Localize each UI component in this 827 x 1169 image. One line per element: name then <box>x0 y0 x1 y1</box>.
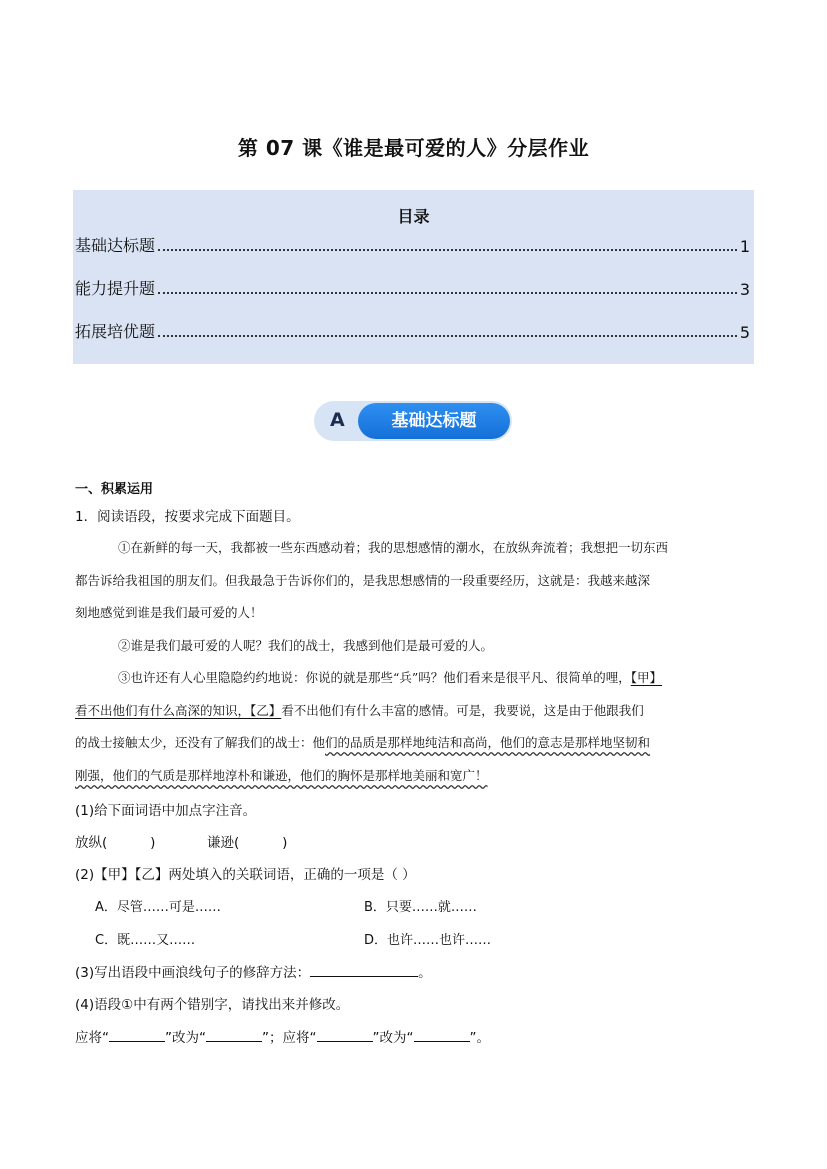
answer-blank[interactable] <box>317 1029 373 1042</box>
passage-line: ②谁是我们最可爱的人呢？我们的战士，我感到他们是最可爱的人。 <box>118 638 494 653</box>
passage-line: 都告诉给我祖国的朋友们。但我最急于告诉你们的，是我思想感情的一段重要经历，这就是：我越来越深 <box>75 573 651 588</box>
sub-question: (4)语段①中有两个错别字，请找出来并修改。 <box>75 997 350 1013</box>
option-c[interactable]: C．既……又…… <box>95 933 196 948</box>
blank-jia: 【甲】 <box>630 670 663 685</box>
wavy-underlined-sentence: 们的品质是那样地纯洁和高尚，他们的意志是那样地坚韧和 <box>325 735 651 750</box>
answer-blank[interactable] <box>109 1029 165 1042</box>
option-d[interactable]: D．也许……也许…… <box>364 933 492 948</box>
correction-blanks <box>75 1026 490 1046</box>
page-title: 第 07 课《谁是最可爱的人》分层作业 <box>237 136 590 160</box>
toc-heading: 目录 <box>397 207 430 226</box>
answer-blank[interactable] <box>206 1029 262 1042</box>
passage-text: 看不出他们有什么丰富的感情。可是，我要说，这是由于他跟我们 <box>281 703 644 718</box>
sub-question <box>75 961 432 981</box>
section-badge <box>314 401 512 441</box>
passage-line <box>118 668 662 686</box>
toc-entry-label: 能力提升题 <box>75 279 156 298</box>
toc-leader-dots <box>158 249 737 251</box>
answer-blank[interactable] <box>414 1029 470 1042</box>
question-prompt: 1．阅读语段，按要求完成下面题目。 <box>75 509 300 525</box>
toc-entry-page: 1 <box>739 237 750 256</box>
correction-text: 应将“ <box>75 1030 109 1046</box>
passage-text: 的战士接触太少，还没有了解我们的战士：他 <box>75 735 326 750</box>
option-b[interactable]: B．只要……就…… <box>364 900 477 915</box>
correction-text: ”；应将“ <box>262 1030 317 1046</box>
correction-text: ”。 <box>469 1030 490 1046</box>
sub-question: (2)【甲】【乙】两处填入的关联词语，正确的一项是（ ） <box>75 867 416 883</box>
passage-line <box>75 766 488 784</box>
answer-blank[interactable] <box>310 964 418 977</box>
sub-question-end: 。 <box>418 965 432 981</box>
correction-text: ”改为“ <box>372 1030 414 1046</box>
wavy-underlined-sentence: 刚强，他们的气质是那样地淳朴和谦逊，他们的胸怀是那样地美丽和宽广！ <box>75 768 488 783</box>
passage-line: ①在新鲜的每一天，我都被一些东西感动着；我的思想感情的潮水，在放纵奔流着；我想把一切东西 <box>118 540 669 555</box>
passage-text-underlined: 看不出他们有什么高深的知识， <box>75 703 251 718</box>
table-of-contents <box>73 190 754 364</box>
section-badge-label: 基础达标题 <box>358 403 510 439</box>
blank-yi: 【乙】 <box>250 703 282 718</box>
passage-text: ③也许还有人心里隐隐约约地说：你说的就是那些“兵”吗？他们看来是很平凡、很简单的哩， <box>118 670 631 685</box>
toc-entry-label: 拓展培优题 <box>75 322 156 341</box>
toc-entry[interactable] <box>75 320 750 342</box>
toc-leader-dots <box>158 335 737 337</box>
section-badge-letter: A <box>330 409 345 431</box>
sub-question: (1)给下面词语中加点字注音。 <box>75 803 257 819</box>
correction-text: ”改为“ <box>165 1030 206 1046</box>
toc-leader-dots <box>158 292 737 294</box>
toc-entry[interactable] <box>75 277 750 299</box>
sub-question-text: (3)写出语段中画浪线句子的修辞方法： <box>75 965 311 981</box>
pinyin-blanks[interactable]: 放纵( ) 谦逊( ) <box>75 835 288 851</box>
passage-line <box>75 733 650 751</box>
toc-entry-page: 3 <box>739 280 750 299</box>
section-heading: 一、积累运用 <box>75 482 154 497</box>
toc-entry[interactable] <box>75 234 750 256</box>
option-a[interactable]: A．尽管……可是…… <box>95 900 221 915</box>
toc-entry-page: 5 <box>739 323 750 342</box>
toc-entry-label: 基础达标题 <box>75 236 156 255</box>
passage-line: 刻地感觉到谁是我们最可爱的人！ <box>75 605 263 620</box>
passage-line <box>75 701 644 719</box>
